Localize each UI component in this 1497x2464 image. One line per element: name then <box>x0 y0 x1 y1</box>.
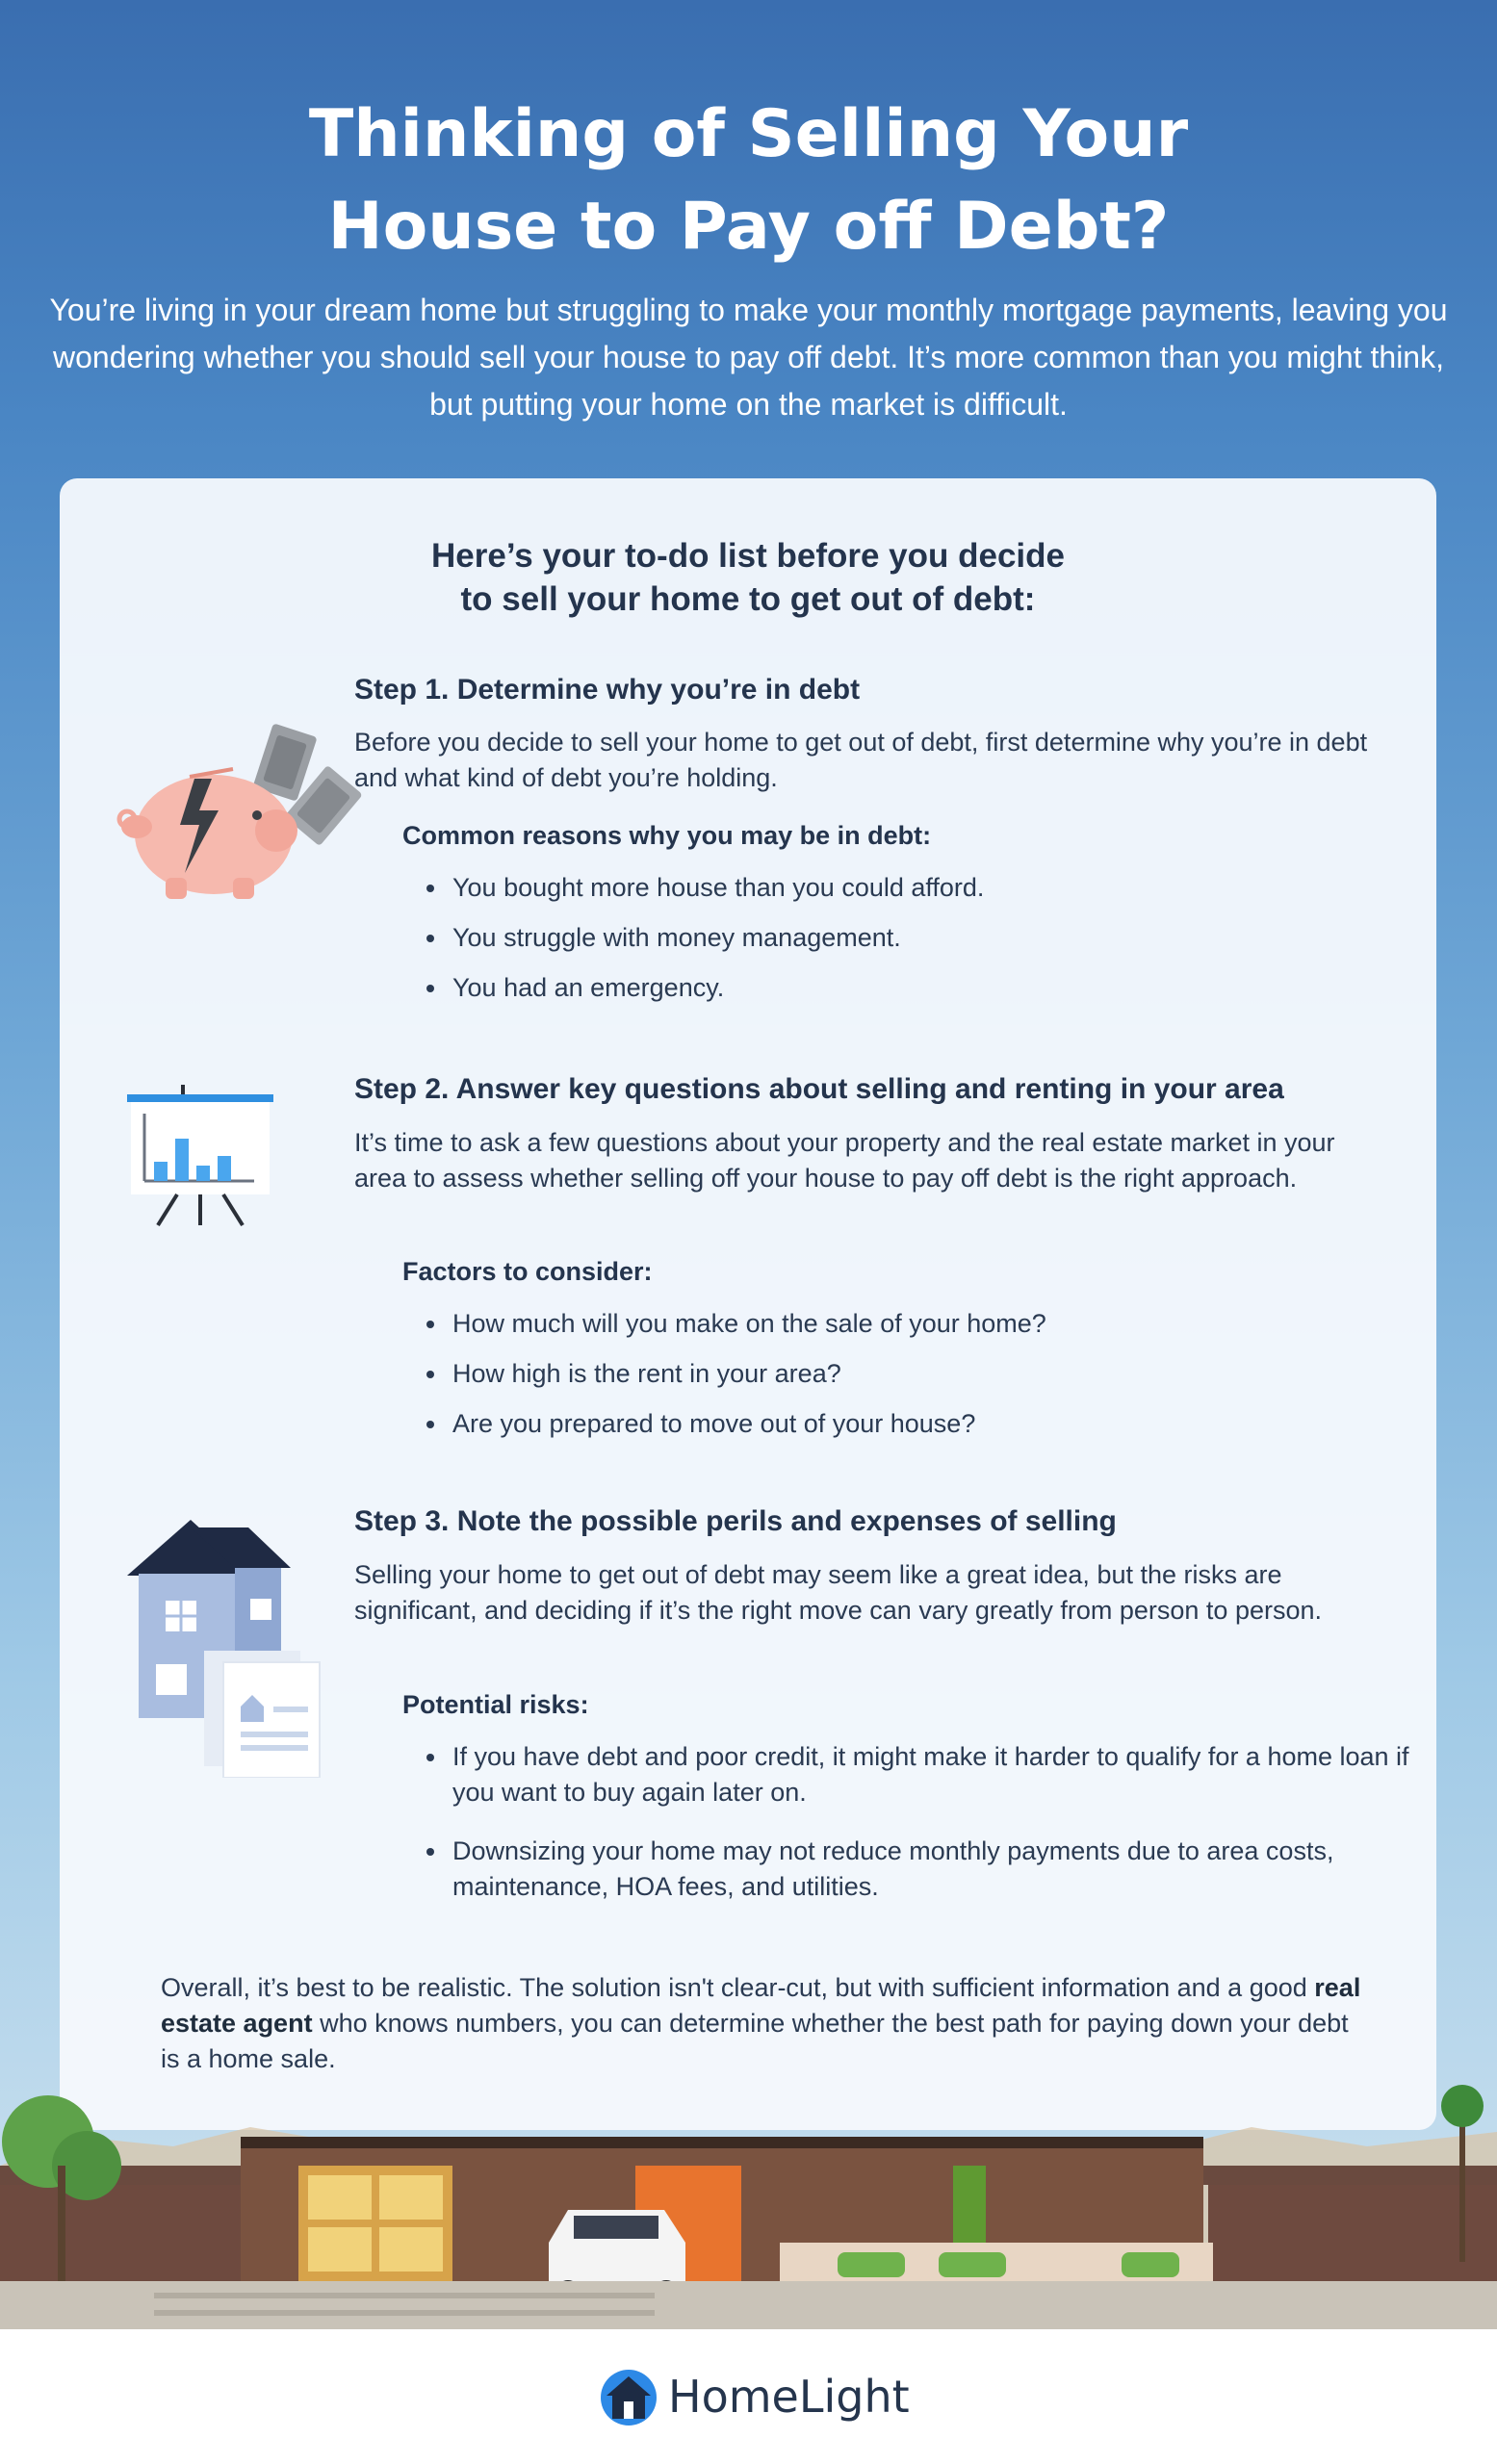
list-item: • Downsizing your home may not reduce monthly payments due to area costs, maintenance, HOA fees, and utilities. <box>449 1834 1411 1905</box>
step-3-subtitle: Potential risks: <box>402 1690 589 1719</box>
step-1-title: Step 1. Determine why you’re in debt <box>354 674 861 706</box>
page-title <box>0 89 1497 273</box>
outro-text-end: who knows numbers, you can determine whether the best path for paying down your debt is a home sale. <box>161 2009 1349 2073</box>
presentation-chart-icon <box>119 1085 283 1229</box>
card-heading-line-2: to sell your home to get out of debt: <box>460 580 1036 618</box>
step-2-subtitle: Factors to consider: <box>402 1257 653 1286</box>
step-3-title: Step 3. Note the possible perils and expenses of selling <box>354 1505 1117 1537</box>
step-3-body: Selling your home to get out of debt may seem like a great idea, but the risks are significant, and deciding if it’s the right move can vary greatly from person to person. <box>354 1560 1323 1625</box>
list-item: • You bought more house than you could afford. <box>449 870 1411 906</box>
list-item: • Are you prepared to move out of your house? <box>449 1406 1411 1442</box>
card-heading <box>60 534 1436 621</box>
real-estate-agent-highlight: real estate agent <box>161 1973 1361 2038</box>
step-2-body: It’s time to ask a few questions about your property and the real estate market in your area to assess whether selling off your house to pay off debt is the right approach. <box>354 1128 1335 1193</box>
list-item: • You had an emergency. <box>449 970 1411 1006</box>
list-item: • You struggle with money management. <box>449 920 1411 956</box>
list-item: • How high is the rent in your area? <box>449 1356 1411 1392</box>
todo-card <box>60 478 1436 2130</box>
piggy-bank-icon <box>98 719 387 911</box>
list-item: • If you have debt and poor credit, it might make it harder to qualify for a home loan if you want to buy again later on. <box>449 1739 1411 1810</box>
step-1-body: Before you decide to sell your home to get out of debt, first determine why you’re in debt and what kind of debt you’re holding. <box>354 728 1368 792</box>
list-item: • How much will you make on the sale of your home? <box>449 1306 1411 1342</box>
step-1-subtitle: Common reasons why you may be in debt: <box>402 821 932 850</box>
card-heading-line-1: Here’s your to-do list before you decide <box>431 537 1065 575</box>
step-2-list <box>402 1306 1411 1456</box>
intro-paragraph: You’re living in your dream home but struggling to make your monthly mortgage payments, leaving you wondering whether you should sell your house to pay off debt. It’s more common than you might think, but putting your home on the market is difficult. <box>49 293 1448 422</box>
outro-text-start: Overall, it’s best to be realistic. The solution isn't clear-cut, but with sufficient information and a good <box>161 1973 1315 2002</box>
title-line-1: Thinking of Selling Your <box>308 96 1189 172</box>
house-scene-illustration <box>0 2050 1497 2329</box>
house-documents-icon <box>127 1518 339 1778</box>
homelight-logo-icon[interactable] <box>599 2363 658 2430</box>
title-line-2: House to Pay off Debt? <box>327 189 1170 265</box>
brand-name[interactable]: HomeLight <box>668 2371 910 2423</box>
step-3-list <box>402 1739 1411 1928</box>
step-2-title: Step 2. Answer key questions about selling and renting in your area <box>354 1073 1284 1105</box>
step-1-list <box>402 870 1411 1020</box>
